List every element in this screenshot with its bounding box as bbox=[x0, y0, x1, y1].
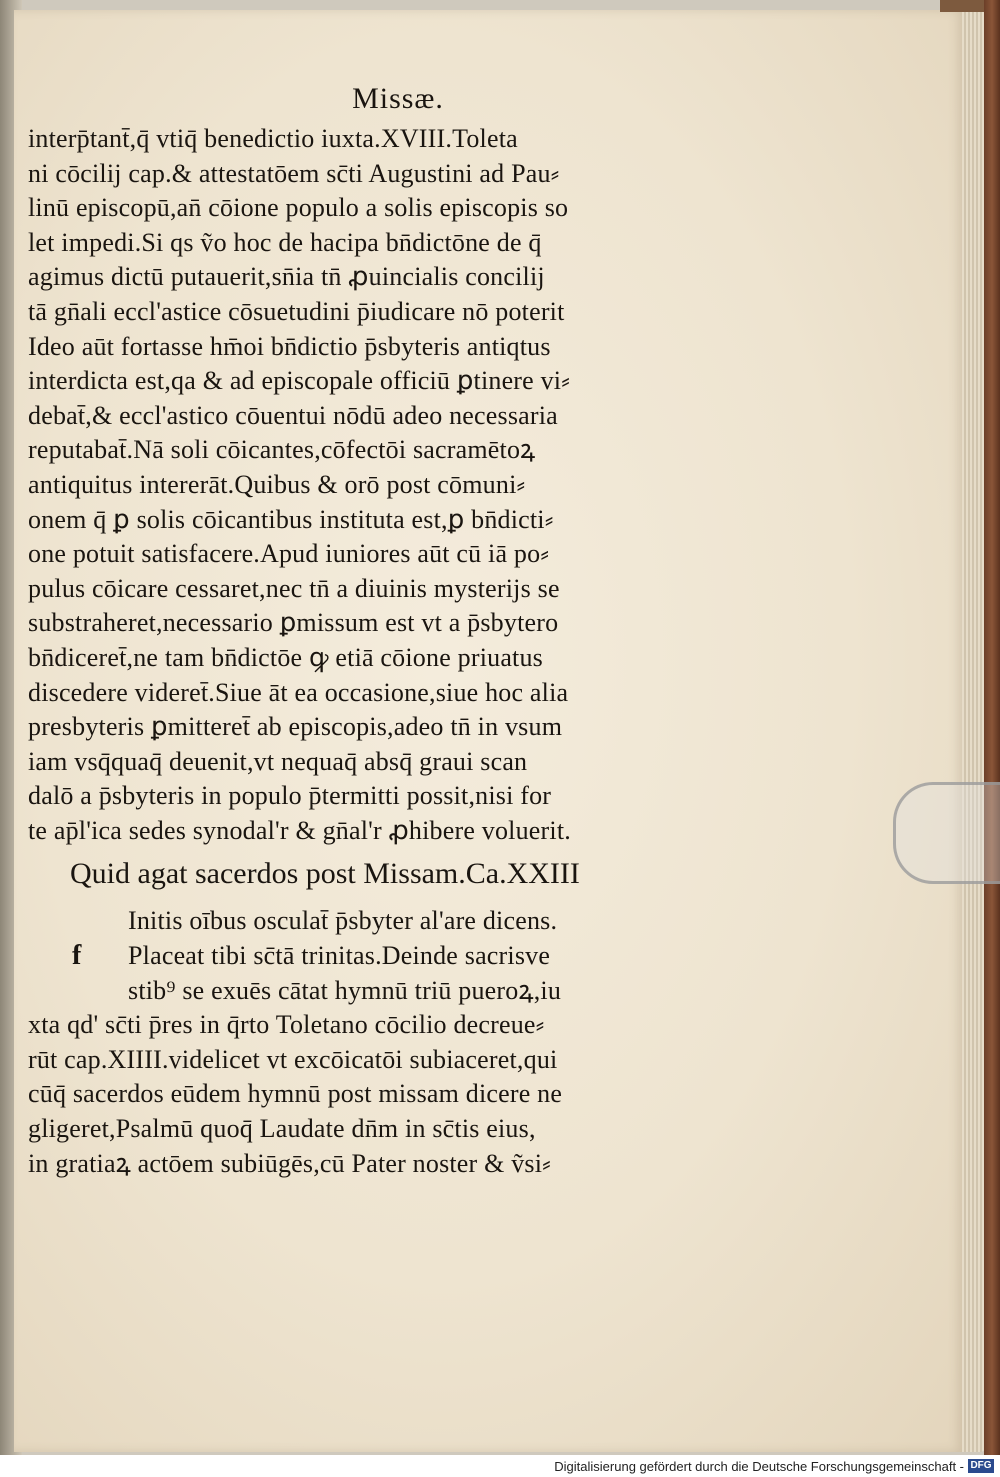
paragraph-1 bbox=[28, 122, 688, 848]
text-line: presbyteris ꝑmitteret̄ ab episcopis,adeo tn̄ in vsum bbox=[28, 712, 563, 742]
text-line: iam vsq̄quaq̄ deuenit,vt nequaq̄ absq̄ graui scan bbox=[28, 746, 528, 776]
text-line: Placeat tibi sc̄tā trinitas.Deinde sacrisve bbox=[128, 941, 551, 971]
text-line: in gratiaꝝ actōem subiūgēs,cū Pater noster & ṽsi⸗ bbox=[28, 1148, 552, 1178]
text-line: dalō a p̄sbyteris in populo p̄termitti possit,nisi for bbox=[28, 781, 552, 811]
text-line: stib⁹ se exuēs cātat hymnū triū pueroꝝ,iu bbox=[128, 975, 562, 1005]
indented-line bbox=[28, 974, 688, 1009]
text-line: substraheret,necessario ꝑmissum est vt a p̄sbytero bbox=[28, 608, 559, 638]
paragraph-2 bbox=[28, 1008, 688, 1181]
text-line: reputabat̄.Nā soli cōicantes,cōfectōi sacramētoꝝ bbox=[28, 435, 536, 465]
text-line: discedere videret̄.Siue āt ea occasione,siue hoc alia bbox=[28, 677, 569, 707]
page-text bbox=[28, 82, 688, 1181]
digitization-footer bbox=[0, 1455, 1000, 1477]
plastic-clip bbox=[893, 782, 1000, 884]
indented-line bbox=[28, 904, 688, 939]
text-line: Ideo aūt fortasse hm̄oi bn̄dictio p̄sbyteris antiqtus bbox=[28, 331, 551, 361]
chapter-heading: Quid agat sacerdos post Missam.Ca.XXIII bbox=[70, 857, 580, 891]
text-line: tā gn̄ali eccl'astice cōsuetudini p̄iudicare nō poterit bbox=[28, 296, 565, 326]
dfg-logo: DFG bbox=[968, 1459, 994, 1473]
indented-line bbox=[28, 939, 688, 974]
text-line: let impedi.Si qs ṽo hoc de hacipa bn̄dictōne de q̄ bbox=[28, 227, 542, 257]
text-line: rūt cap.XIIII.videlicet vt excōicatōi subiaceret,qui bbox=[28, 1044, 558, 1074]
text-line: cūq̄ sacerdos eūdem hymnū post missam dicere ne bbox=[28, 1079, 563, 1109]
text-line: bn̄diceret̄,ne tam bn̄dictōe ꝙ etiā cōione priuatus bbox=[28, 642, 544, 672]
text-line: te ap̄l'ica sedes synodal'r & gn̄al'r ꝓhibere voluerit. bbox=[28, 815, 571, 845]
text-line: pulus cōicare cessaret,nec tn̄ a diuinis mysterijs se bbox=[28, 573, 560, 603]
guide-letter: f bbox=[72, 940, 82, 972]
text-line: interp̄tant̄,q̄ vtiq̄ benedictio iuxta.XVIII.Toleta bbox=[28, 124, 518, 153]
text-line: interdicta est,qa & ad episcopale officiū ꝑtinere vi⸗ bbox=[28, 366, 571, 396]
page-edges bbox=[962, 6, 986, 1452]
text-line: xta qd' sc̄ti p̄res in q̄rto Toletano cōcilio decreue⸗ bbox=[28, 1010, 545, 1040]
text-line: ni cōcilij cap.& attestatōem sc̄ti Augustini ad Pau⸗ bbox=[28, 158, 560, 188]
book-cover bbox=[984, 0, 1000, 1455]
footer-credit: Digitalisierung gefördert durch die Deutsche Forschungsgemeinschaft - bbox=[554, 1459, 964, 1474]
text-line: agimus dictū putauerit,sn̄ia tn̄ ꝓuincialis concilij bbox=[28, 262, 545, 292]
running-head: Missæ. bbox=[352, 82, 444, 115]
text-line: Initis oībus osculat̄ p̄sbyter al'are dicens. bbox=[128, 906, 558, 936]
text-line: debat̄,& eccl'astico cōuentui nōdū adeo necessaria bbox=[28, 400, 558, 430]
text-line: onem q̄ ꝑ solis cōicantibus instituta est,ꝑ bn̄dicti⸗ bbox=[28, 504, 554, 534]
text-line: gligeret,Psalmū quoq̄ Laudate dn̄m in sc̄tis eius, bbox=[28, 1114, 536, 1144]
text-line: one potuit satisfacere.Apud iuniores aūt cū iā po⸗ bbox=[28, 539, 550, 569]
paragraph-2-indented bbox=[28, 904, 688, 1008]
text-line: linū episcopū,an̄ cōione populo a solis episcopis so bbox=[28, 193, 569, 223]
text-line: antiquitus intererāt.Quibus & orō post cōmuni⸗ bbox=[28, 469, 526, 499]
